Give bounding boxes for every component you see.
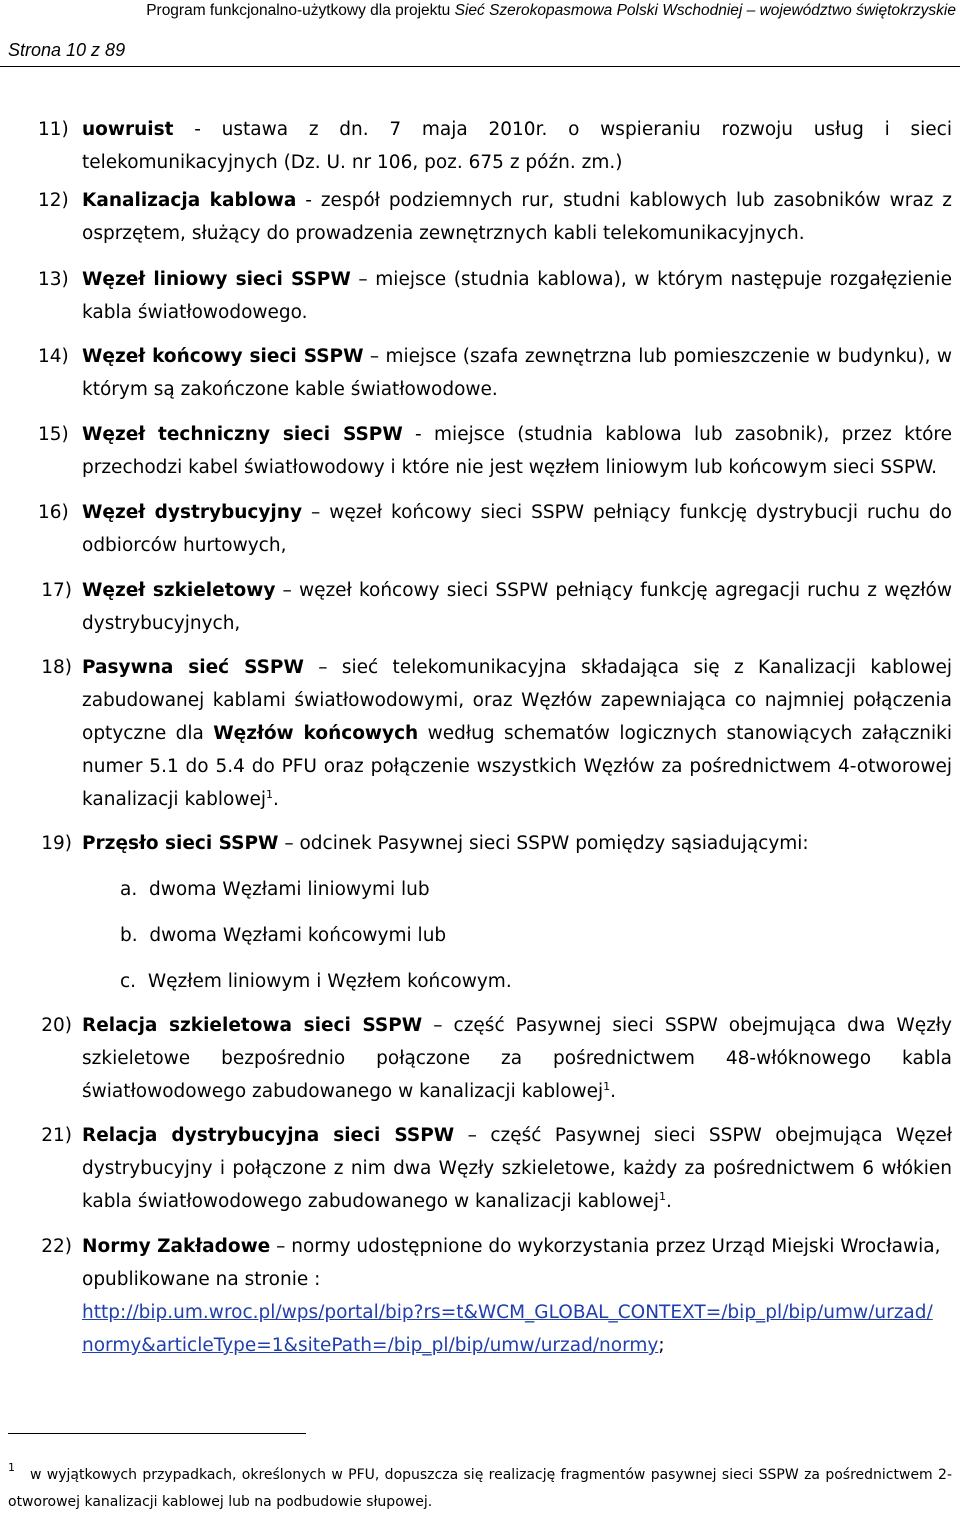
sub-item-label: c. [120,971,137,992]
item-body [82,184,952,250]
link-line-1[interactable]: http://bip.um.wroc.pl/wps/portal/bip?rs=t&WCM_GLOBAL_CONTEXT=/bip_pl/bip/umw/urzad/ [82,1302,933,1323]
item-body [82,651,952,816]
item-text: – miejsce (studnia kablowa), w którym następuje rozgałęzienie kabla światłowodowego. [82,269,952,323]
item-term: Kanalizacja kablowa [82,190,297,211]
item-text: – część Pasywnej sieci SSPW obejmująca dwa Węzły szkieletowe bezpośrednio połączone za pośrednictwem 48-włóknowego kabla światłowodowego zabudowanego w kanalizacji kablowej [82,1015,953,1102]
sub-item-text: dwoma Węzłami liniowymi lub [148,879,430,900]
item-body [82,113,952,179]
item-number: 16) [38,502,69,523]
item-text: – sieć telekomunikacyjna składająca się z Kanalizacji kablowej zabudowanej kablami światłowodowymi, oraz Węzłów zapewniająca co najmniej połączenia optyczne dla [82,657,952,744]
page-header [0,0,960,70]
sub-item-label: a. [120,879,138,900]
link-trailing-punctuation: ; [658,1335,665,1356]
item-text: – część Pasywnej sieci SSPW obejmująca Węzeł dystrybucyjny i połączone z nim dwa Węzły szkieletowe, każdy za pośrednictwem 6 włókien kabla światłowodowego zabudowanego w kanalizacji kablowej [82,1125,952,1212]
item-term: Węzeł szkieletowy [82,580,276,601]
item-term: Węzeł techniczny sieci SSPW [82,424,403,445]
item-text: - zespół podziemnych rur, studni kablowych lub zasobników wraz z osprzętem, służący do prowadzenia zewnętrznych kabli telekomunikacyjnych. [82,190,953,244]
footnote [8,1462,952,1516]
footnote-text: w wyjątkowych przypadkach, określonych w PFU, dopuszcza się realizację fragmentów pasywnej sieci SSPW za pośrednictwem 2-otworowej kanalizacji kablowej lub na podbudowie słupowej. [8,1467,952,1510]
item-number: 19) [41,833,72,854]
item-number: 13) [38,269,69,290]
sub-item [120,873,430,906]
footnote-divider [8,1433,306,1434]
item-body [82,574,952,640]
sub-item [120,919,446,952]
item-term: Węzeł końcowy sieci SSPW [82,346,364,367]
item-body [82,263,952,329]
item-text: według schematów logicznych stanowiących załączniki numer 5.1 do 5.4 do PFU oraz połączenie wszystkich Węzłów za pośrednictwem 4-otworowej kanalizacji kablowej [82,723,953,810]
item-body [82,340,952,406]
item-term: Przęsło sieci SSPW [82,833,279,854]
item-text: – węzeł końcowy sieci SSPW pełniący funkcję agregacji ruchu z węzłów dystrybucyjnych, [82,580,953,634]
footnote-mark: 1 [8,1461,15,1474]
item-term: Relacja dystrybucyjna sieci SSPW [82,1125,455,1146]
item-body [82,496,952,562]
item-text: – odcinek Pasywnej sieci SSPW pomiędzy sąsiadującymi: [278,833,809,854]
item-term: Węzeł liniowy sieci SSPW [82,269,351,290]
item-term: Węzeł dystrybucyjny [82,502,303,523]
page-number: Strona 10 z 89 [8,40,126,60]
item-term: uowruist [82,119,174,140]
item-number: 22) [41,1236,72,1257]
item-number: 20) [41,1015,72,1036]
item-term-secondary: Węzłów końcowych [213,723,419,744]
item-number: 14) [38,346,69,367]
item-text: – miejsce (szafa zewnętrzna lub pomieszczenie w budynku), w którym są zakończone kable światłowodowe. [82,346,952,400]
item-term: Normy Zakładowe [82,1236,271,1257]
normy-link[interactable] [82,1302,933,1356]
item-body [82,1230,952,1362]
link-line-2[interactable]: normy&articleType=1&sitePath=/bip_pl/bip/umw/urzad/normy [82,1335,659,1356]
footnote-ref[interactable]: 1 [659,1189,666,1203]
item-text-end: . [610,1081,617,1102]
item-term: Relacja szkieletowa sieci SSPW [82,1015,423,1036]
item-number: 18) [41,657,72,678]
item-number: 17) [41,580,72,601]
document-title [0,2,956,20]
header-divider [0,66,960,67]
item-number: 12) [38,190,69,211]
footnote-ref[interactable]: 1 [603,1079,611,1093]
item-text-end: . [666,1191,672,1212]
item-number: 15) [38,424,69,445]
title-prefix: Program funkcjonalno-użytkowy dla projektu [146,2,455,19]
sub-item-label: b. [120,925,138,946]
project-name: Sieć Szerokopasmowa Polski Wschodniej – województwo świętokrzyskie [454,2,956,19]
sub-item-text: Węzłem liniowym i Węzłem końcowym. [147,971,512,992]
item-term: Pasywna sieć SSPW [82,657,304,678]
item-body [82,827,952,860]
sub-item [120,965,512,998]
sub-item-text: dwoma Węzłami końcowymi lub [149,925,447,946]
item-body [82,418,952,484]
item-body [82,1119,952,1218]
item-text: – węzeł końcowy sieci SSPW pełniący funkcję dystrybucji ruchu do odbiorców hurtowych, [82,502,952,556]
item-text: - miejsce (studnia kablowa lub zasobnik), przez które przechodzi kabel światłowodowy i które nie jest węzłem liniowym lub końcowym sieci SSPW. [82,424,952,478]
footnote-ref[interactable]: 1 [266,787,274,801]
item-number: 11) [38,119,69,140]
item-text: – normy udostępnione do wykorzystania przez Urząd Miejski Wrocławia, opublikowane na stronie : [82,1236,941,1290]
item-text: - ustawa z dn. 7 maja 2010r. o wspieraniu rozwoju usług i sieci telekomunikacyjnych (Dz. U. nr 106, poz. 675 z późn. zm.) [82,119,952,173]
item-text-end: . [273,789,279,810]
item-number: 21) [41,1125,72,1146]
item-body [82,1009,952,1108]
